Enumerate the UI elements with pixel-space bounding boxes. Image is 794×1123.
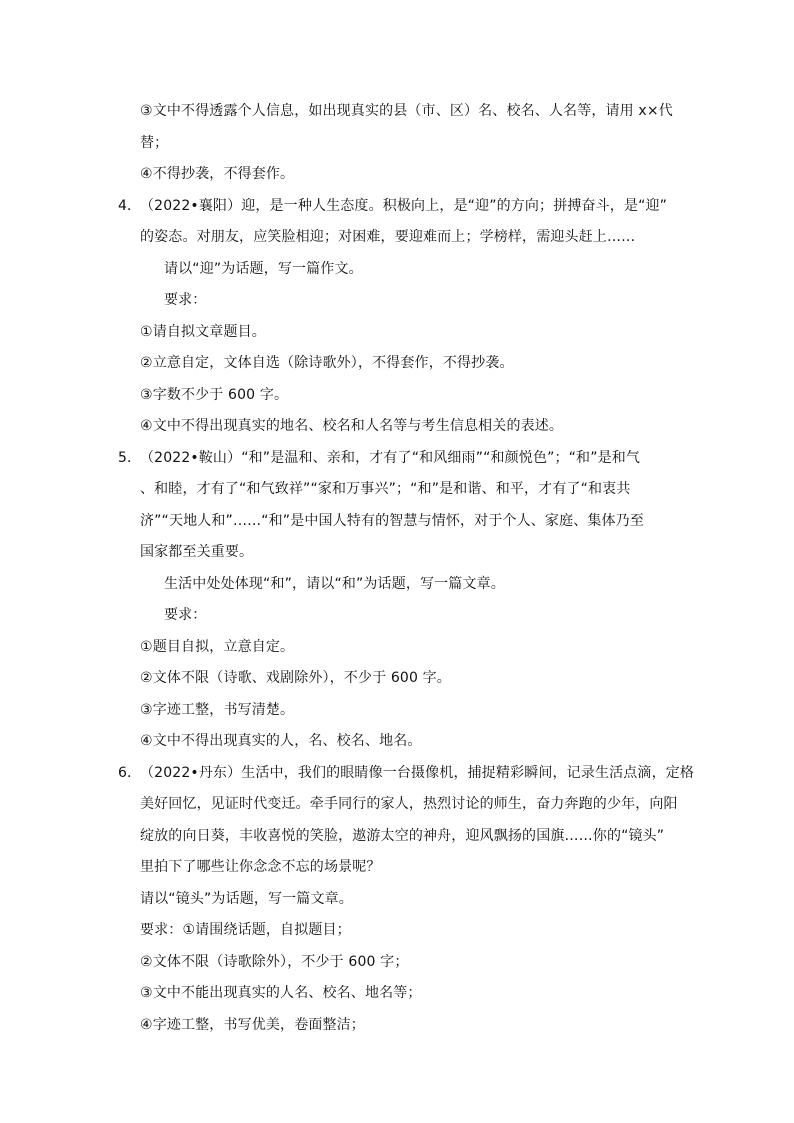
- requirement-line: ④字迹工整，书写优美，卷面整洁；: [140, 1017, 365, 1033]
- text-line: 济”“天地人和”……“和”是中国人特有的智慧与情怀，对于个人、家庭、集体乃至: [140, 513, 644, 529]
- requirement-line: ①请自拟文章题目。: [140, 324, 266, 340]
- requirement-line: ④不得抄袭，不得套作。: [140, 166, 295, 182]
- text-line: 美好回忆，见证时代变迁。牵手同行的家人，热烈讨论的师生，奋力奔跑的少年，向阳: [140, 796, 678, 812]
- requirement-line: ③字迹工整，书写清楚。: [140, 702, 295, 718]
- requirement-line: 要求：①请围绕话题，自拟题目；: [140, 922, 351, 938]
- instruction-line: 请以“迎”为话题，写一篇作文。: [164, 261, 363, 277]
- instruction-line: 生活中处处体现“和”，请以“和”为话题，写一篇文章。: [164, 576, 505, 592]
- requirement-line: ①题目自拟，立意自定。: [140, 639, 295, 655]
- text-line: 的姿态。对朋友，应笑脸相迎；对困难，要迎难而上；学榜样，需迎头赶上……: [140, 229, 636, 245]
- text-line: 替；: [140, 135, 169, 151]
- requirement-line: ②文体不限（诗歌、戏剧除外），不少于 600 字。: [140, 670, 451, 686]
- requirement-line: ④文中不得出现真实的地名、校名和人名等与考生信息相关的表述。: [140, 418, 564, 434]
- requirement-line: ②立意自定，文体自选（除诗歌外），不得套作，不得抄袭。: [140, 355, 514, 371]
- requirements-heading: 要求：: [164, 607, 207, 623]
- question-6-prompt: （2022•丹东）生活中，我们的眼睛像一台摄像机，捕捉精彩瞬间，记录生活点滴，定格: [140, 765, 695, 781]
- question-5-number: 5．: [118, 450, 142, 466]
- requirement-line: ③文中不能出现真实的人名、校名、地名等；: [140, 985, 422, 1001]
- requirement-line: ③字数不少于 600 字。: [140, 387, 289, 403]
- question-6-number: 6．: [118, 765, 142, 781]
- requirements-heading: 要求：: [164, 292, 207, 308]
- text-line: 、和睦，才有了“和气致祥”“家和万事兴”；“和”是和谐、和平，才有了“和衷共: [140, 481, 631, 497]
- text-line: 国家都至关重要。: [140, 544, 254, 560]
- instruction-line: 请以“镜头”为话题，写一篇文章。: [140, 891, 353, 907]
- question-4-prompt: （2022•襄阳）迎，是一种人生态度。积极向上，是“迎”的方向；拼搏奋斗，是“迎”: [140, 198, 668, 214]
- requirement-line: ③文中不得透露个人信息，如出现真实的县（市、区）名、校名、人名等，请用 x×代: [140, 103, 673, 119]
- requirement-line: ②文体不限（诗歌除外），不少于 600 字；: [140, 954, 409, 970]
- question-5-prompt: （2022•鞍山）“和”是温和、亲和，才有了“和风细雨”“和颜悦色”；“和”是和气: [140, 450, 641, 466]
- requirement-line: ④文中不得出现真实的人，名、校名、地名。: [140, 733, 422, 749]
- text-line: 里拍下了哪些让你念念不忘的场景呢？: [140, 859, 381, 875]
- question-4-number: 4．: [118, 198, 142, 214]
- text-line: 绽放的向日葵，丰收喜悦的笑脸，遨游太空的神舟，迎风飘扬的国旗……你的“镜头”: [140, 828, 665, 844]
